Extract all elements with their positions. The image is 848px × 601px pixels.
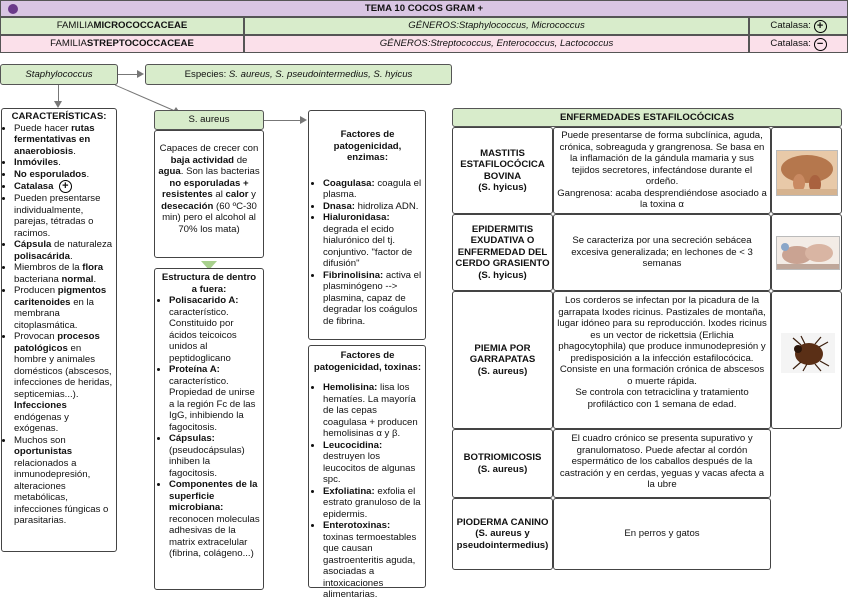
list-item: • Cápsula de naturaleza polisacárida. [14,239,113,262]
title-bar [0,0,848,17]
list-item: • Inmóviles. [14,157,113,169]
disease-desc-2: Se caracteriza por una secreción sebácea excesiva generalizada; en lechones de < 3 semanas [553,214,771,291]
list-item: • Cápsulas: (pseudocápsulas) inhiben la fagocitosis. [169,433,260,479]
family-row-2-genera: GÉNEROS: Streptococcus, Enterococcus, Lactococcus [244,35,749,53]
arrow-right-icon [137,70,144,78]
family-row-1-catalase: Catalasa: + [749,17,848,35]
disease-name-2: EPIDERMITIS EXUDATIVA O ENFERMEDAD DEL CERDO GRASIENTO (S. hyicus) [452,214,553,291]
piglet-image [776,236,840,270]
list-item: • Provocan procesos patológicos en hombre y animales domésticos (abscesos, infecciones de heridas, septicemias...). Infecciones endógenas y exógenas. [14,331,113,435]
disease-desc-1: Puede presentarse de forma subclínica, aguda, crónica, sobreaguda y grangrenosa. Se basa en la inflamación de la gándula mamaria y sus tejidos secretores, infectándose durante el ordeño. Gangrenosa: acaba desprendiéndose asociado a la toxina α [553,127,771,214]
list-item: • No esporulados. [14,169,113,181]
list-item: • Polisacarido A: característico. Constituido por ácidos teicoicos unidos al peptidoglicano [169,295,260,364]
plus-circle-icon: + [814,20,827,33]
list-item: • Coagulasa: coagula el plasma. [323,178,422,201]
list-item: • Pueden presentarse individualmente, parejas, tétradas o racimos. [14,193,113,239]
disease-desc-4: El cuadro crónico se presenta supurativo y granulomatoso. Puede afectar al cordón espermático de los caballos después de la castración y en cerdas, yeguas y vacas afecta a la ubre [553,429,771,498]
family-row-1-name: FAMILIA MICROCOCCACEAE [0,17,244,35]
disease-desc-3: Los corderos se infectan por la picadura de la garrapata Ixodes ricinus. Pastizales de montaña, lugar idóneo para su reproducción. Ixodes ricinus es un vector de rickettsia (Erlichia phagocytophila) que produce inmunodepresión y predisposición a la infección estafilocócica. Consiste en una formación crónica de abscesos o muerte rápida. Se controla con tetraciclina y tratamiento profiláctico con 1 semana de edad. [553,291,771,429]
list-item: • Muchos son oportunistas relacionados a inmunodepresión, alteraciones metabólicas, infecciones fúngicas o parasitarias. [14,435,113,527]
family-row-2-catalase: Catalasa: − [749,35,848,53]
page-title: TEMA 10 COCOS GRAM + [364,2,484,14]
characteristics-box [1,108,117,552]
characteristics-heading: CARACTERÍSTICAS: [11,111,107,122]
cow-udder-image [776,150,838,196]
plus-circle-icon: + [59,180,72,193]
diseases-heading: ENFERMEDADES ESTAFILOCÓCICAS [452,108,842,127]
toxins-heading: Factores de patogenicidad, toxinas: [313,350,422,373]
list-item: • Hialuronidasa: degrada el ecido hialurónico del tj. conjuntivo. "factor de difusión" [323,212,422,270]
list-item: • Dnasa: hidroliza ADN. [323,201,422,213]
list-item: • Puede hacer rutas fermentativas en anaerobiosis. [14,123,113,158]
disease-name-1: MASTITIS ESTAFILOCÓCICA BOVINA (S. hyicus) [452,127,553,214]
minus-circle-icon: − [814,38,827,51]
structure-heading: Estructura de dentro a fuera: [161,272,257,295]
arrow-down-icon [54,101,62,108]
bullet-dot-icon [8,4,18,14]
list-item: • Proteína A: característico. Propiedad de unirse a la región Fc de las IgG, inhibiendo la fagocitosis. [169,364,260,433]
tick-image [781,333,835,373]
enzymes-box [308,110,426,340]
list-item: • Componentes de la superficie microbiana: reconocen moleculas adhesivas de la matrix extracelular (fibrina, colágeno...) [169,479,260,560]
genus-box: Staphylococcus [0,64,118,85]
saureus-title: S. aureus [154,110,264,130]
list-item: • Producen pigmentos caritenoides en la membrana citoplasmática. [14,285,113,331]
disease-name-4: BOTRIOMICOSIS (S. aureus) [452,429,553,498]
toxins-box [308,345,426,600]
list-item: • Miembros de la flora bacteriana normal. [14,262,113,285]
list-item: • Catalasa + [14,180,113,193]
arrow-right-icon [300,116,307,124]
disease-desc-5: En perros y gatos [553,498,771,570]
list-item: • Leucocidina: destruyen los leucocitos de algunas spc. [323,440,422,486]
family-row-2-name: FAMILIA STREPTOCOCCACEAE [0,35,244,53]
disease-name-3: PIEMIA POR GARRAPATAS (S. aureus) [452,291,553,429]
saureus-description: Capaces de crecer con baja actividad de agua. Son las bacterias no esporuladas + resistentes al calor y desecación (60 ºC-30 min) pero el alcohol al 70% los mata) [154,130,264,258]
list-item: • Fibrinolisina: activa el plasminógeno --> plasmina, capaz de degradar los coágulos de fibrina. [323,270,422,328]
list-item: • Enterotoxinas: toxinas termoestables que causan gastroenteritis aguda, asociadas a intoxicaciones alimentarias. [323,520,422,601]
structure-box [154,268,264,590]
enzymes-heading: Factores de patogenicidad, enzimas: [333,129,402,163]
disease-name-5: PIODERMA CANINO (S. aureus y pseudointermedius) [452,498,553,570]
species-box: Especies: S. aureus, S. pseudointermedius, S. hyicus [145,64,452,85]
list-item: • Hemolisina: lisa los hematíes. La mayoría de las cepas coagulasa + producen hemolisinas α y β. [323,382,422,440]
family-row-1-genera: GÉNEROS: Staphylococcus, Micrococcus [244,17,749,35]
list-item: • Exfoliatina: exfolia el estrato granuloso de la epidermis. [323,486,422,521]
